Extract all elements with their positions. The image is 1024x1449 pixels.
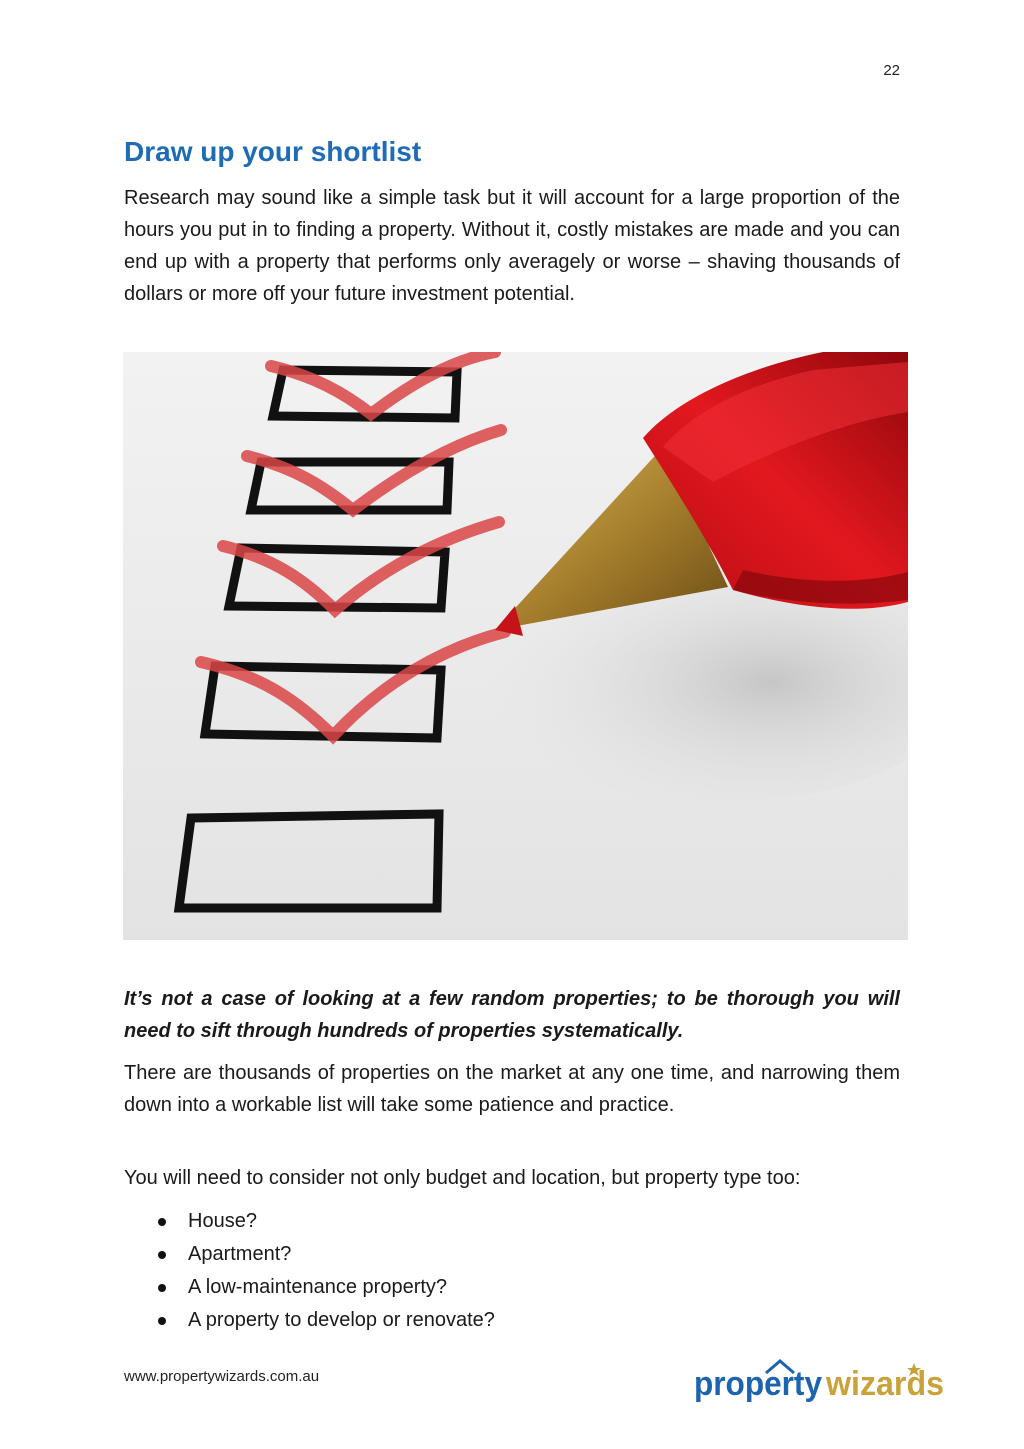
list-item	[124, 1304, 495, 1337]
body-paragraph-2: You will need to consider not only budget and location, but property type too:	[124, 1167, 801, 1189]
list-item-text: A low-maintenance property?	[188, 1276, 448, 1298]
logo-word-wizards: wizards	[825, 1365, 944, 1403]
list-item-text: Apartment?	[188, 1243, 292, 1265]
list-item	[124, 1271, 495, 1304]
list-item-text: A property to develop or renovate?	[188, 1309, 495, 1331]
bullet-icon	[158, 1251, 166, 1259]
page-number: 22	[883, 62, 900, 79]
section-heading: Draw up your shortlist	[124, 136, 422, 167]
property-type-list	[124, 1205, 495, 1337]
body-paragraph-1: There are thousands of properties on the market at any one time, and narrowing them down into a workable list will take some patience and practice.	[124, 1062, 900, 1116]
list-item	[124, 1238, 495, 1271]
bullet-icon	[158, 1218, 166, 1226]
intro-paragraph: Research may sound like a simple task but it will account for a large proportion of the hours you put in to finding a property. Without it, costly mistakes are made and you can end up with a property that performs only averagely or worse – shaving thousands of dollars or more off your future investment potential.	[124, 187, 900, 305]
logo-word-property: property	[694, 1365, 823, 1403]
footer-website-url: www.propertywizards.com.au	[124, 1368, 320, 1385]
emphasis-statement: It’s not a case of looking at a few random properties; to be thorough you will need to sift through hundreds of properties systematically.	[124, 988, 900, 1042]
bullet-icon	[158, 1317, 166, 1325]
propertywizards-logo	[692, 1355, 947, 1415]
checklist-pencil-illustration	[123, 352, 908, 940]
list-item	[124, 1205, 495, 1238]
bullet-icon	[158, 1284, 166, 1292]
list-item-text: House?	[188, 1210, 257, 1232]
